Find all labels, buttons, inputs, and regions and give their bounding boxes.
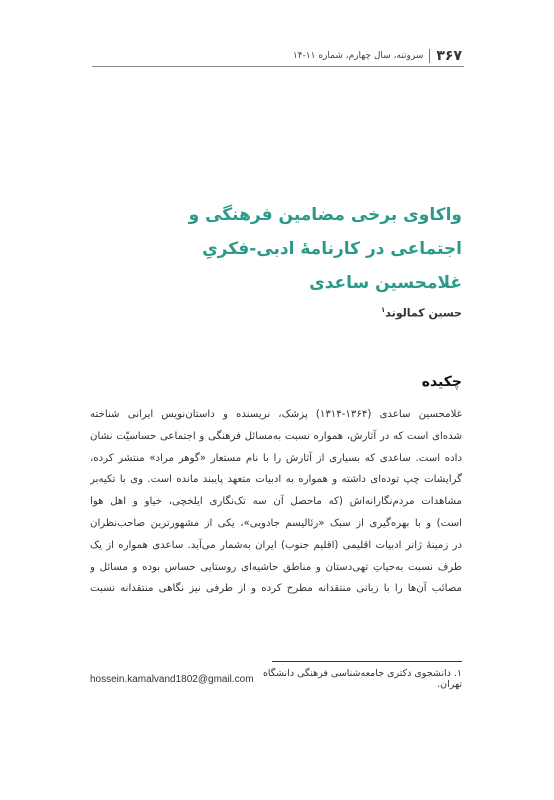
footnote xyxy=(90,668,462,690)
abstract-line: مشاهدات مردم‌نگارانه‌اش (که ماحصل آن سه تک‌نگاری ایلخچی، خیاو و اهل هوا xyxy=(90,496,462,508)
abstract-line: مصائب آن‌ها را با زبانی منتقدانه مطرح کرده و از طرفی نیز نگاهی منتقدانه نسبت xyxy=(90,583,462,595)
title-line-3: غلامحسین ساعدی xyxy=(309,273,462,293)
author-name: حسین کمالوند xyxy=(385,306,462,320)
author xyxy=(381,306,462,320)
abstract-heading: چکیده xyxy=(421,374,462,390)
author-email[interactable]: hossein.kamalvand1802@gmail.com xyxy=(90,673,254,685)
abstract-body xyxy=(90,404,462,600)
title-line-2: اجتماعی در کارنامهٔ ادبی-فکریِ xyxy=(202,239,462,259)
page-number: ۳۶۷ xyxy=(436,48,462,64)
author-footnote-mark: ۱ xyxy=(380,306,386,314)
abstract-line: داده است. ساعدی که بسیاری از آثارش را با نام مستعار «گوهر مراد» منتشر کرده، xyxy=(90,452,462,464)
abstract-line: شده‌ای است که در آثارش، همواره نسبت به‌مسائل فرهنگی و اجتماعی حساسیّت نشان xyxy=(90,430,462,442)
abstract-line: گرایشات چپ توده‌ای داشته و همواره به ادبیات متعهد پایبند مانده است. وی با تکیه‌بر xyxy=(90,474,462,486)
running-header xyxy=(293,48,462,64)
abstract-line: است) و با بهره‌گیری از سبک «رئالیسم جادویی»، یکی از مشهورترین صاحب‌نظران xyxy=(90,517,462,529)
footnote-rule xyxy=(272,661,462,662)
abstract-line: غلامحسین ساعدی (۱۳۶۴-۱۳۱۴) پزشک، نریسنده و داستان‌نویس ایرانی شناخته xyxy=(90,409,462,420)
footnote-text: ۱. دانشجوی دکتری جامعه‌شناسی فرهنگی دانشگاه تهران. xyxy=(262,668,462,690)
abstract-line: طرف نسبت به‌حیاتِ تهی‌دستان و مناطق حاشیه‌ای روستایی حساس بوده و مسائل و xyxy=(90,561,462,573)
title-line-1: واکاوی برخی مضامین فرهنگی و xyxy=(188,205,462,225)
header-rule xyxy=(92,66,464,67)
journal-info: سروتنه، سال چهارم، شماره ۱۱-۱۴ xyxy=(292,51,424,61)
header-separator xyxy=(429,49,430,63)
article-title xyxy=(90,198,462,300)
abstract-line: در زمینهٔ ژانر ادبیات اقلیمی (اقلیم جنوب) ایران به‌شمار می‌آید. ساعدی همواره از یک xyxy=(90,539,462,551)
